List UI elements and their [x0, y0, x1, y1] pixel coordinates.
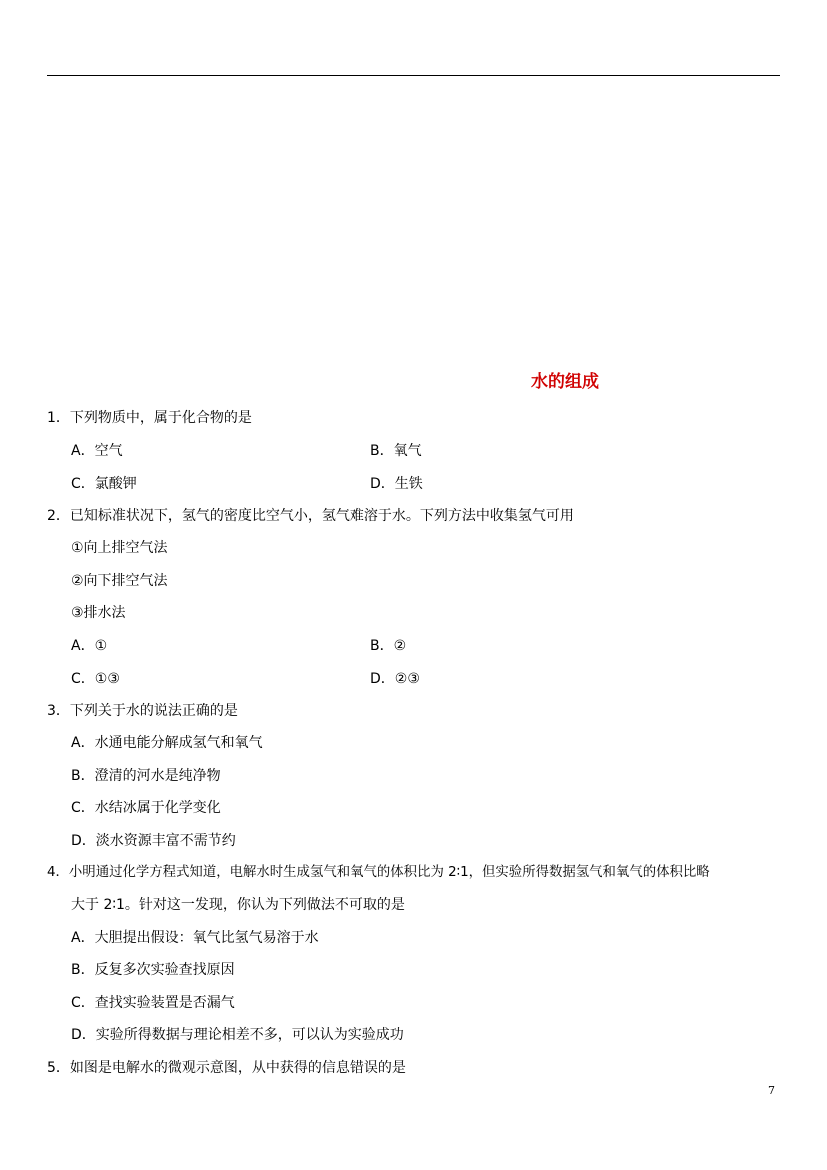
question-3-option-d: D．淡水资源丰富不需节约: [71, 833, 236, 849]
question-1-option-c: C．氯酸钾: [71, 476, 137, 492]
question-4-stem-line-2: 大于 2∶1。针对这一发现，你认为下列做法不可取的是: [71, 897, 405, 913]
question-2-option-c: C．①③: [71, 671, 120, 687]
question-5-stem: 5．如图是电解水的微观示意图，从中获得的信息错误的是: [47, 1060, 406, 1076]
question-2-option-d: D．②③: [370, 671, 420, 687]
question-1-stem: 1．下列物质中，属于化合物的是: [47, 410, 252, 426]
question-4-option-d: D．实验所得数据与理论相差不多，可以认为实验成功: [71, 1027, 404, 1043]
question-3-option-c: C．水结冰属于化学变化: [71, 800, 221, 816]
question-2-option-a: A．①: [71, 638, 108, 654]
question-4-option-b: B．反复多次实验查找原因: [71, 962, 235, 978]
question-2-item-1: ①向上排空气法: [71, 540, 168, 556]
question-3-stem: 3．下列关于水的说法正确的是: [47, 703, 238, 719]
question-4-option-a: A．大胆提出假设：氧气比氢气易溶于水: [71, 930, 319, 946]
question-2-option-b: B．②: [370, 638, 407, 654]
question-3-option-b: B．澄清的河水是纯净物: [71, 768, 221, 784]
question-3-option-a: A．水通电能分解成氢气和氧气: [71, 735, 263, 751]
question-4-stem-line-1: 4．小明通过化学方程式知道，电解水时生成氢气和氧气的体积比为 2∶1，但实验所得数据氢气和氧气的体积比略: [47, 865, 710, 880]
question-2-item-2: ②向下排空气法: [71, 573, 168, 589]
question-2-stem: 2．已知标准状况下，氢气的密度比空气小，氢气难溶于水。下列方法中收集氢气可用: [47, 508, 574, 524]
question-1-option-b: B．氧气: [370, 443, 422, 459]
question-4-option-c: C．查找实验装置是否漏气: [71, 995, 235, 1011]
header-rule: [47, 75, 780, 76]
question-1-option-a: A．空气: [71, 443, 123, 459]
page-title: 水的组成: [531, 372, 599, 392]
question-1-option-d: D．生铁: [370, 476, 423, 492]
question-2-item-3: ③排水法: [71, 605, 126, 621]
page-number: 7: [768, 1084, 775, 1097]
